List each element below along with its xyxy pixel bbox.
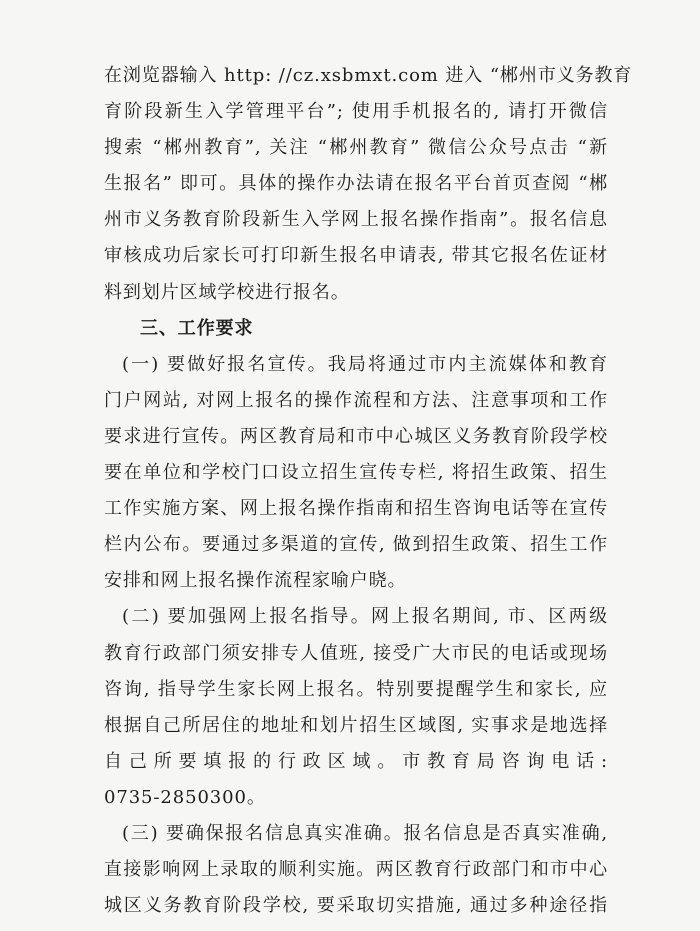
text-line: 教育行政部门须安排专人值班, 接受广大市民的电话或现场: [104, 642, 608, 664]
section-heading: 三、工作要求: [140, 317, 254, 339]
text-line: 自己所要填报的行政区域。市教育局咨询电话:: [104, 750, 608, 772]
text-line: 搜索 “郴州教育”, 关注 “郴州教育” 微信公众号点击 “新: [104, 137, 608, 159]
text-line: 直接影响网上录取的顺利实施。两区教育行政部门和市中心: [104, 859, 608, 881]
text-line: 育阶段新生入学管理平台”; 使用手机报名的, 请打开微信: [104, 101, 608, 123]
phone-number-line: 0735-2850300。: [104, 786, 266, 808]
text-line: 州市义务教育阶段新生入学网上报名操作指南”。报名信息: [104, 209, 608, 231]
text-line: 在浏览器输入 http: //cz.xsbmxt.com 进入 “郴州市义务教育: [104, 65, 633, 86]
text-line: 工作实施方案、网上报名操作指南和招生咨询电话等在宣传: [104, 498, 608, 520]
text-line: 要在单位和学校门口设立招生宣传专栏, 将招生政策、招生: [104, 462, 608, 484]
text-line: 根据自己所居住的地址和划片招生区域图, 实事求是地选择: [104, 714, 608, 736]
text-line: 安排和网上报名操作流程家喻户晓。: [104, 570, 407, 592]
text-line: 审核成功后家长可打印新生报名申请表, 带其它报名佐证材: [104, 245, 608, 267]
text-line: 生报名” 即可。具体的操作办法请在报名平台首页查阅 “郴: [104, 173, 608, 195]
document-body: [104, 58, 633, 924]
paragraph-first-line: (一) 要做好报名宣传。我局将通过市内主流媒体和教育: [122, 353, 608, 375]
text-line: 栏内公布。要通过多渠道的宣传, 做到招生政策、招生工作: [104, 534, 608, 556]
paragraph-first-line: (二) 要加强网上报名指导。网上报名期间, 市、区两级: [122, 606, 608, 628]
text-line: 要求进行宣传。两区教育局和市中心城区义务教育阶段学校: [104, 425, 608, 447]
text-line: 门户网站, 对网上报名的操作流程和方法、注意事项和工作: [104, 389, 608, 411]
paragraph-first-line: (三) 要确保报名信息真实准确。报名信息是否真实准确,: [122, 822, 608, 844]
text-line: 城区义务教育阶段学校, 要采取切实措施, 通过多种途径指: [104, 895, 608, 917]
text-line: 咨询, 指导学生家长网上报名。特别要提醒学生和家长, 应: [104, 678, 608, 700]
text-line: 料到划片区域学校进行报名。: [104, 281, 350, 303]
